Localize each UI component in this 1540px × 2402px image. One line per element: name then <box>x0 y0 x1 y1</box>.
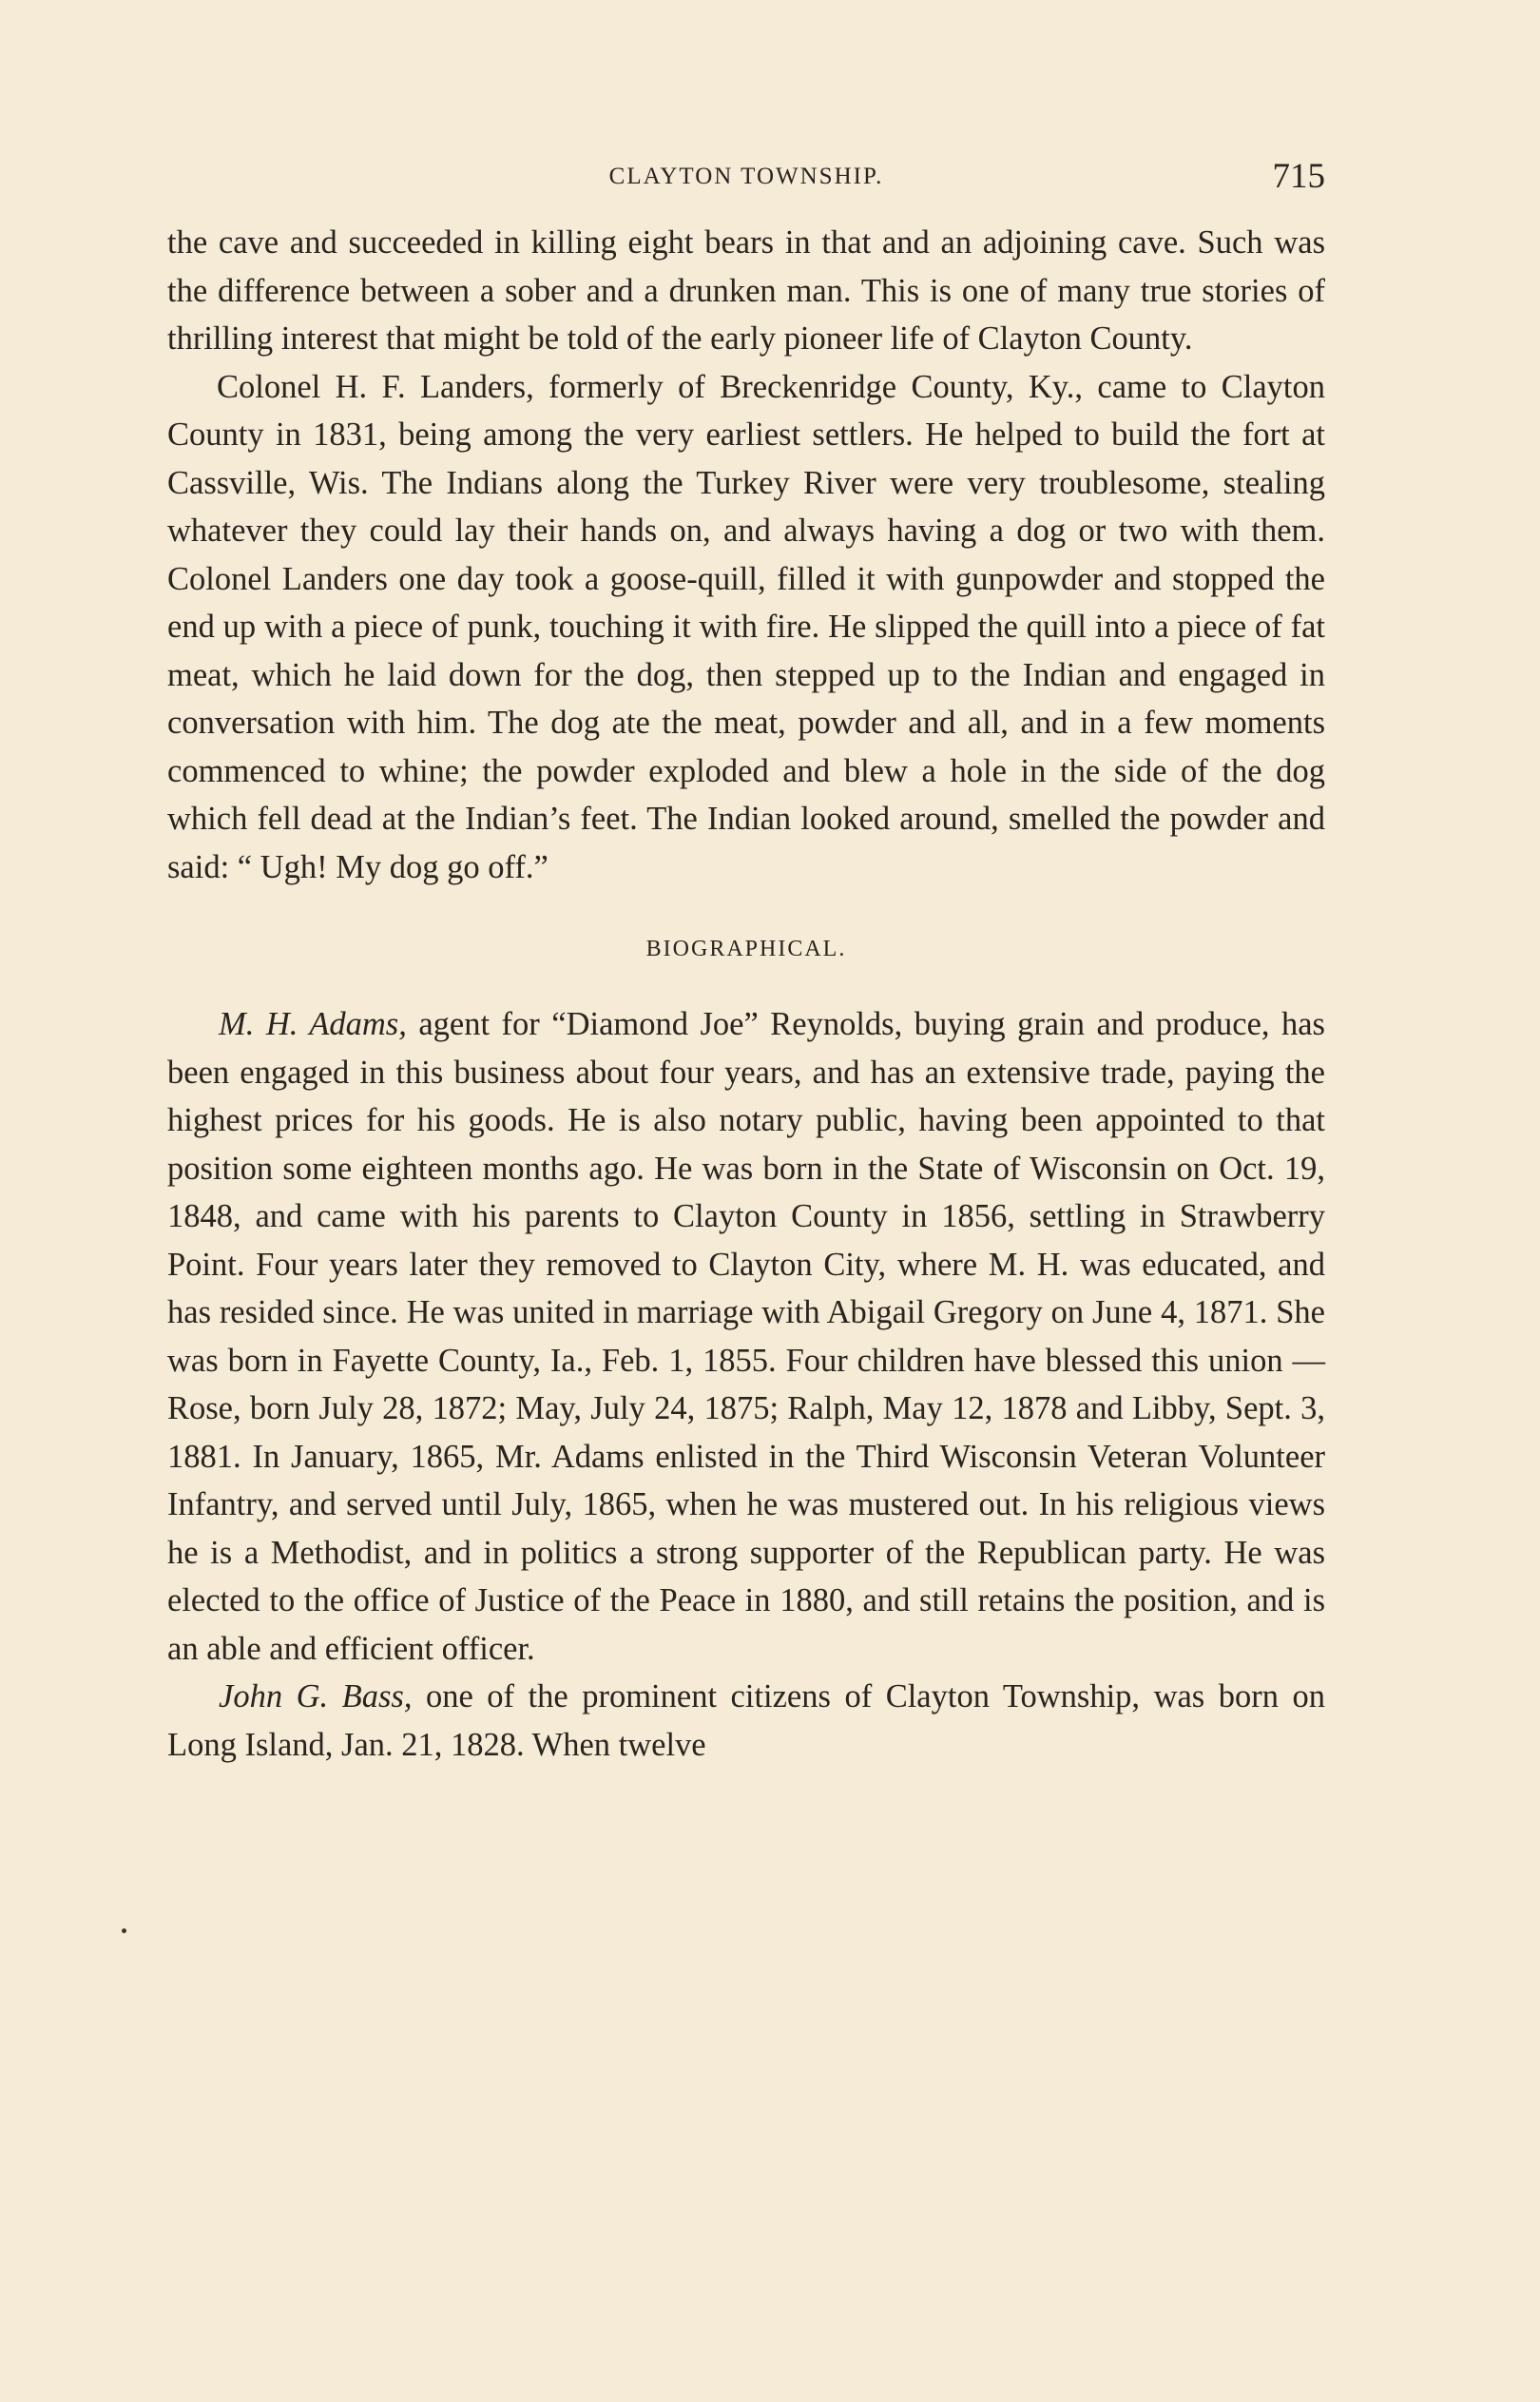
biography-adams <box>167 1000 1325 1673</box>
body-text <box>167 219 1325 1769</box>
running-title: CLAYTON TOWNSHIP. <box>608 164 884 189</box>
biography-name: John G. Bass, <box>219 1678 413 1714</box>
biography-name: M. H. Adams, <box>219 1006 407 1042</box>
paragraph-cave-story: the cave and succeeded in killing eight bears in that and an adjoining cave. Such was the difference between a sober and a drunken man. This is one of many true stories of thrilling interest that might be told of the early pioneer life of Clayton County. <box>167 224 1325 357</box>
paragraph-landers-story: Colonel H. F. Landers, formerly of Breckenridge County, Ky., came to Clayton County in 1831, being among the very earliest settlers. He helped to build the fort at Cassville, Wis. The Indians along the Turkey River were very troublesome, stealing whatever they could lay their hands on, and always having a dog or two with them. Colonel Landers one day took a goose-quill, filled it with gunpowder and stopped the end up with a piece of punk, touching it with fire. He slipped the quill into a piece of fat meat, which he laid down for the dog, then stepped up to the Indian and engaged in conversation with him. The dog ate the meat, powder and all, and in a few moments commenced to whine; the powder exploded and blew a hole in the side of the dog which fell dead at the Indian’s feet. The Indian looked around, smelled the powder and said: “ Ugh! My dog go off.” <box>167 368 1325 885</box>
running-head <box>167 156 1325 202</box>
margin-speck <box>122 1928 126 1933</box>
page-number: 715 <box>1272 157 1325 196</box>
section-heading: BIOGRAPHICAL. <box>645 937 847 961</box>
biography-text: one of the prominent citizens of Clayton Township, was born on Long Island, Jan. 21, 1828. When twelve <box>167 1678 1325 1763</box>
biography-text: agent for “Diamond Joe” Reynolds, buying grain and produce, has been engaged in this business about four years, and has an extensive trade, paying the highest prices for his goods. He is also notary public, having been appointed to that position some eighteen months ago. He was born in the State of Wisconsin on Oct. 19, 1848, and came with his parents to Clayton County in 1856, settling in Strawberry Point. Four years later they removed to Clayton City, where M. H. was educated, and has resided since. He was united in marriage with Abigail Gregory on June 4, 1871. She was born in Fayette County, Ia., Feb. 1, 1855. Four children have blessed this union —Rose, born July 28, 1872; May, July 24, 1875; Ralph, May 12, 1878 and Libby, Sept. 3, 1881. In January, 1865, Mr. Adams enlisted in the Third Wisconsin Veteran Volunteer Infantry, and served until July, 1865, when he was mustered out. In his religious views he is a Methodist, and in politics a strong supporter of the Republican party. He was elected to the office of Justice of the Peace in 1880, and still retains the position, and is an able and efficient officer. <box>167 1006 1325 1667</box>
biography-bass <box>167 1673 1325 1769</box>
